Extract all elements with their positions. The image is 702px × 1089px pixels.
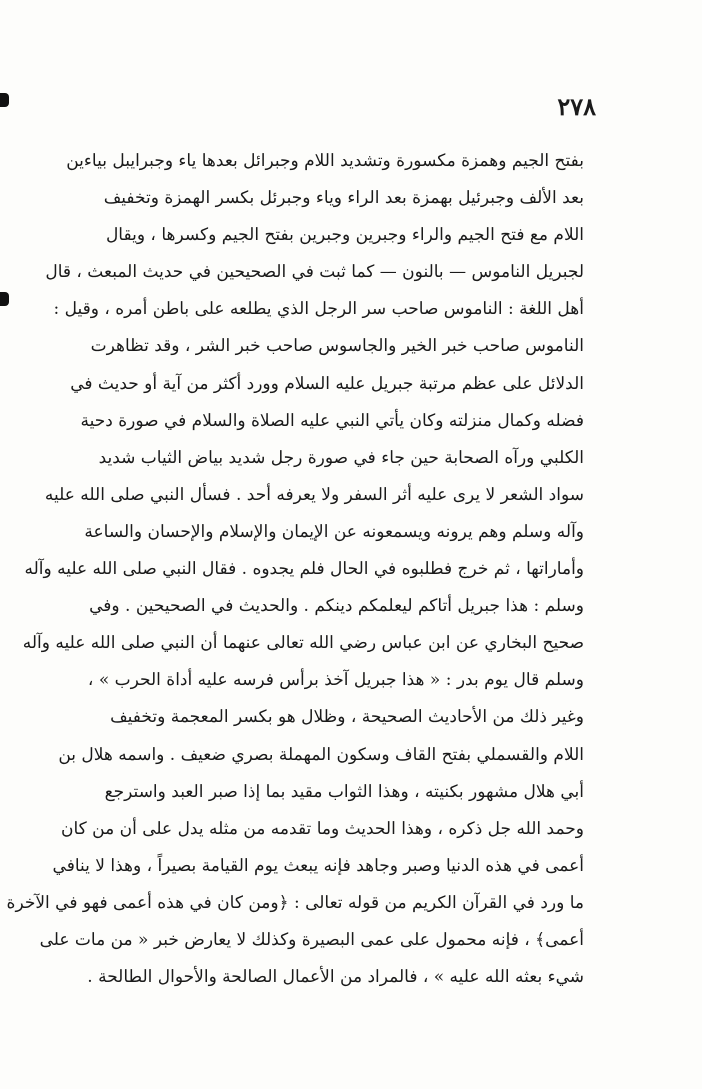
binding-mark [0,292,9,306]
text-line: بفتح الجيم وهمزة مكسورة وتشديد اللام وجبرائل بعدها ياء وجبرايبل بياءين [66,151,584,171]
text-line: اللام والقسملي بفتح القاف وسكون المهملة بصري ضعيف . واسمه هلال بن [58,744,584,765]
text-line: أعمى﴾ ، فإنه محمول على عمى البصيرة وكذلك لا يعارض خبر « من مات على [39,929,584,950]
text-line: بعد الألف وجبرئيل بهمزة بعد الراء وياء وجبرئل بكسر الهمزة وتخفيف [103,188,584,209]
text-line: وحمد الله جل ذكره ، وهذا الحديث وما تقدمه من مثله يدل على أن من كان [61,818,584,839]
text-line: الكلبي ورآه الصحابة حين جاء في صورة رجل شديد بياض الثياب شديد [98,447,584,468]
page-number: ٢٧٨ [557,92,596,121]
body-text [6,143,584,996]
text-line: لجبريل الناموس — بالنون — كما ثبت في الصحيحين في حديث المبعث ، قال [45,262,584,283]
text-line: الدلائل على عظم مرتبة جبريل عليه السلام وورد أكثر من آية أو حديث في [70,373,584,394]
text-line: أعمى في هذه الدنيا وصبر وجاهد فإنه يبعث يوم القيامة بصيراً ، وهذا لا ينافي [52,855,584,876]
text-line: شيء بعثه الله عليه » ، فالمراد من الأعمال الصالحة والأحوال الطالحة . [87,967,584,988]
text-line: وسلم قال يوم بدر : « هذا جبريل آخذ برأس فرسه عليه أداة الحرب » ، [87,670,584,691]
text-line: الناموس صاحب خبر الخير والجاسوس صاحب خبر الشر ، وقد تظاهرت [90,336,584,357]
text-line: وآله وسلم وهم يرونه ويسمعونه عن الإيمان والإسلام والإحسان والساعة [84,521,584,542]
text-line: ما ورد في القرآن الكريم من قوله تعالى : ﴿ومن كان في هذه أعمى فهو في الآخرة [6,892,584,913]
text-line: صحيح البخاري عن ابن عباس رضي الله تعالى عنهما أن النبي صلى الله عليه وآله [22,633,584,654]
binding-mark [0,93,9,107]
text-line: اللام مع فتح الجيم والراء وجبرين وجبرين بفتح الجيم وكسرها ، ويقال [105,225,584,246]
text-line: وأماراتها ، ثم خرج فطلبوه في الحال فلم يجدوه . فقال النبي صلى الله عليه وآله [24,559,584,580]
text-line: أبي هلال مشهور بكنيته ، وهذا الثواب مقيد بما إذا صبر العبد واسترجع [104,781,584,802]
text-line: أهل اللغة : الناموس صاحب سر الرجل الذي يطلعه على باطن أمره ، وقيل : [53,299,584,320]
text-line: سواد الشعر لا يرى عليه أثر السفر ولا يعرفه أحد . فسأل النبي صلى الله عليه [44,484,584,505]
text-line: وسلم : هذا جبريل أتاكم ليعلمكم دينكم . والحديث في الصحيحين . وفي [89,596,584,617]
text-line: فضله وكمال منزلته وكان يأتي النبي عليه الصلاة والسلام في صورة دحية [80,410,584,431]
text-line: وغير ذلك من الأحاديث الصحيحة ، وظلال هو بكسر المعجمة وتخفيف [110,707,584,728]
